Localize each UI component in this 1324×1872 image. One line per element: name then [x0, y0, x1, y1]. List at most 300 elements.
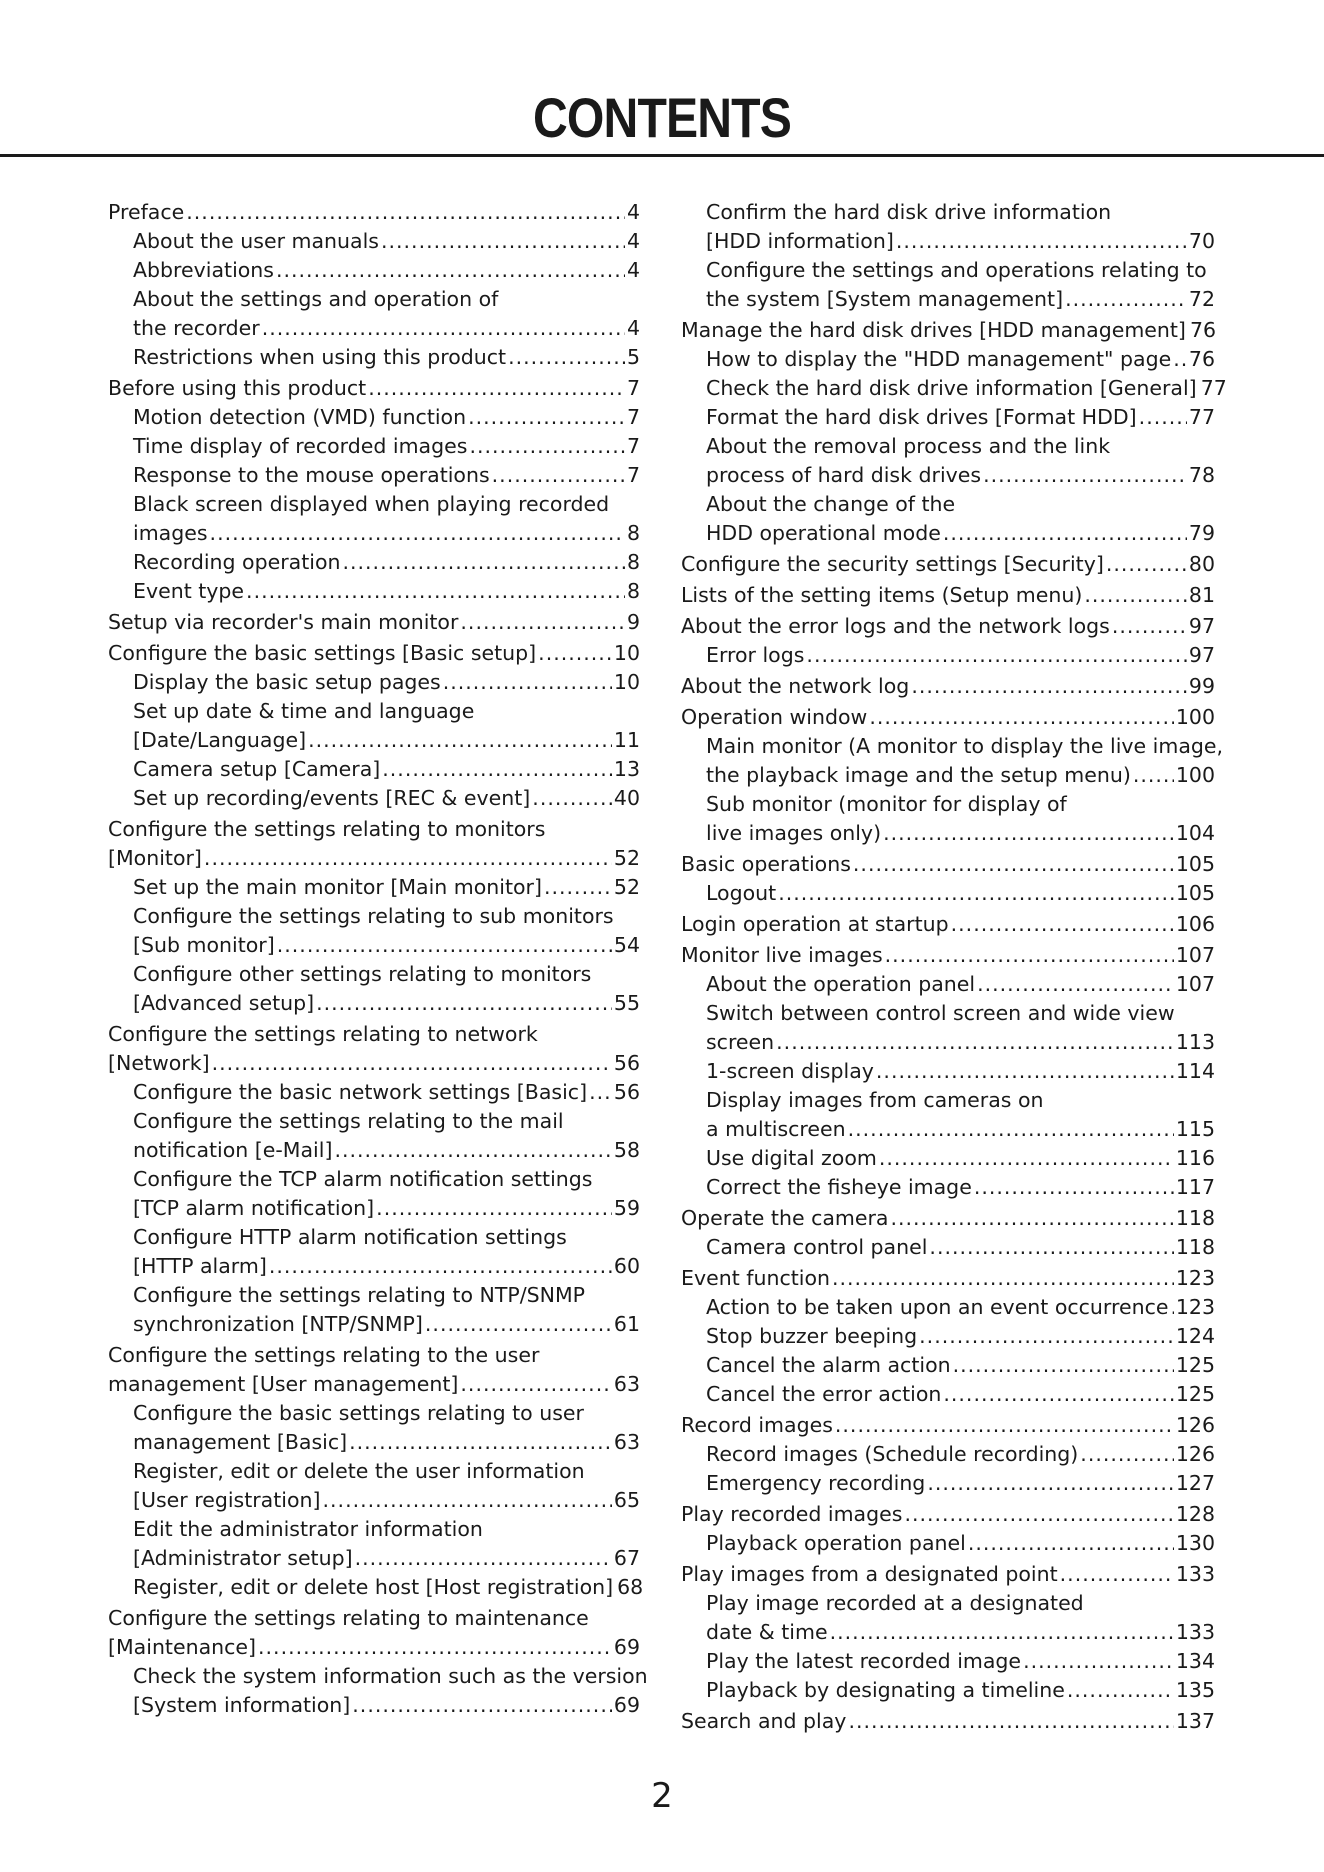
toc-entry[interactable]	[681, 612, 1215, 641]
toc-subentry[interactable]	[108, 1662, 648, 1720]
toc-subentry[interactable]	[108, 697, 640, 755]
toc-entry-line	[108, 1633, 640, 1662]
toc-page-number: 5	[626, 345, 640, 369]
toc-subentry[interactable]	[681, 1322, 1215, 1351]
toc-entry-line	[108, 1252, 640, 1281]
toc-entry[interactable]	[108, 1020, 640, 1078]
toc-subentry[interactable]	[681, 879, 1215, 908]
toc-subentry[interactable]	[681, 732, 1224, 790]
toc-entry-line	[681, 198, 1215, 227]
toc-page-number: 125	[1175, 1382, 1215, 1406]
toc-entry-line	[108, 608, 640, 637]
toc-entry-line	[108, 931, 640, 960]
toc-subentry[interactable]	[108, 1515, 640, 1573]
toc-entry-text: Check the system information such as the version	[133, 1664, 648, 1688]
toc-entry-line	[681, 910, 1215, 939]
toc-entry-line	[681, 1500, 1215, 1529]
toc-subentry[interactable]	[108, 902, 640, 960]
toc-entry-line	[681, 850, 1215, 879]
toc-entry-line	[681, 1411, 1215, 1440]
toc-entry-text: Main monitor (A monitor to display the live image,	[706, 734, 1224, 758]
toc-page-number: 4	[626, 200, 640, 224]
toc-page-number: 40	[613, 786, 640, 810]
toc-entry-line	[108, 519, 640, 548]
toc-subentry[interactable]	[108, 227, 640, 256]
toc-page-number: 7	[626, 376, 640, 400]
dot-leader	[246, 577, 625, 606]
toc-subentry[interactable]	[681, 374, 1227, 403]
toc-entry-text: Action to be taken upon an event occurrence	[706, 1295, 1169, 1319]
dot-leader	[830, 1618, 1174, 1647]
dot-leader	[355, 1544, 612, 1573]
toc-entry[interactable]	[681, 941, 1215, 970]
toc-entry-text: Configure the settings relating to maintenance	[108, 1606, 589, 1630]
toc-page-number: 118	[1175, 1206, 1215, 1230]
toc-entry-text: synchronization [NTP/SNMP]	[133, 1312, 423, 1336]
dot-leader	[911, 672, 1187, 701]
dot-leader	[382, 755, 612, 784]
toc-entry[interactable]	[108, 198, 640, 227]
dot-leader	[352, 1691, 612, 1720]
dot-leader	[904, 1500, 1173, 1529]
dot-leader	[425, 1310, 612, 1339]
toc-entry[interactable]	[681, 1411, 1215, 1440]
toc-entry-line	[108, 755, 640, 784]
toc-entry-line	[681, 1469, 1215, 1498]
toc-entry-line	[681, 970, 1215, 999]
toc-page-number: 7	[626, 405, 640, 429]
dot-leader	[1065, 285, 1187, 314]
toc-page-number: 130	[1175, 1531, 1215, 1555]
toc-entry[interactable]	[108, 608, 640, 637]
toc-entry-line	[108, 873, 640, 902]
dot-leader	[806, 641, 1186, 670]
toc-page-number: 118	[1175, 1235, 1215, 1259]
toc-page-number: 77	[1188, 405, 1215, 429]
toc-entry-text: Restrictions when using this product	[133, 345, 507, 369]
toc-page-number: 116	[1175, 1146, 1215, 1170]
toc-entry-line	[108, 639, 640, 668]
toc-entry-text: Record images	[681, 1413, 833, 1437]
toc-page-number: 124	[1175, 1324, 1215, 1348]
toc-entry-text: Play images from a designated point	[681, 1562, 1058, 1586]
toc-entry[interactable]	[108, 639, 640, 668]
toc-page-number: 72	[1188, 287, 1215, 311]
dot-leader	[869, 703, 1174, 732]
toc-subentry[interactable]	[108, 256, 640, 285]
toc-entry-text: Stop buzzer beeping	[706, 1324, 918, 1348]
toc-page-number: 134	[1175, 1649, 1215, 1673]
toc-entry-text: About the removal process and the link	[706, 434, 1111, 458]
toc-subentry[interactable]	[681, 1469, 1215, 1498]
toc-subentry[interactable]	[108, 1457, 640, 1515]
toc-entry-line	[681, 403, 1215, 432]
toc-entry[interactable]	[681, 316, 1215, 345]
toc-entry-line	[681, 519, 1215, 548]
toc-entry-text: Error logs	[706, 643, 805, 667]
toc-entry-line	[681, 461, 1215, 490]
toc-page-number: 117	[1175, 1175, 1215, 1199]
toc-subentry[interactable]	[681, 1351, 1215, 1380]
toc-subentry[interactable]	[108, 1078, 640, 1107]
toc-entry-line	[108, 1399, 640, 1428]
toc-subentry[interactable]	[108, 403, 640, 432]
toc-subentry[interactable]	[108, 1573, 644, 1602]
toc-entry-line	[108, 902, 640, 931]
dot-leader	[896, 227, 1187, 256]
dot-leader	[848, 1707, 1173, 1736]
toc-entry-text: Configure the basic settings [Basic setup]	[108, 641, 537, 665]
toc-entry[interactable]	[681, 703, 1215, 732]
dot-leader	[316, 989, 612, 1018]
toc-subentry[interactable]	[108, 755, 640, 784]
toc-entry-text: Display the basic setup pages	[133, 670, 441, 694]
toc-entry-text: About the operation panel	[706, 972, 976, 996]
toc-subentry[interactable]	[681, 1440, 1215, 1469]
toc-entry-line	[681, 227, 1215, 256]
toc-entry-text: Operate the camera	[681, 1206, 889, 1230]
toc-page-number: 56	[613, 1080, 640, 1104]
dot-leader	[1067, 1676, 1174, 1705]
toc-subentry[interactable]	[681, 641, 1215, 670]
toc-entry[interactable]	[681, 910, 1215, 939]
toc-subentry[interactable]	[108, 784, 640, 813]
toc-entry-text: [Network]	[108, 1051, 210, 1075]
toc-page-number: 52	[613, 875, 640, 899]
toc-entry-text: About the network log	[681, 674, 910, 698]
toc-entry-line	[108, 432, 640, 461]
toc-entry-line	[681, 550, 1215, 579]
toc-page-number: 7	[626, 463, 640, 487]
toc-entry-text: Basic operations	[681, 852, 851, 876]
toc-entry-text: screen	[706, 1030, 775, 1054]
dot-leader	[968, 1529, 1174, 1558]
toc-subentry[interactable]	[681, 198, 1215, 256]
toc-entry-text: About the error logs and the network logs	[681, 614, 1110, 638]
toc-entry-line	[681, 732, 1224, 761]
dot-leader	[204, 844, 612, 873]
toc-subentry[interactable]	[681, 256, 1215, 314]
toc-entry-line	[108, 403, 640, 432]
toc-entry-line	[108, 461, 640, 490]
toc-entry-text: [TCP alarm notification]	[133, 1196, 375, 1220]
toc-page-number: 107	[1175, 972, 1215, 996]
dot-leader	[468, 403, 625, 432]
toc-page-number: 4	[626, 316, 640, 340]
dot-leader	[532, 784, 612, 813]
toc-entry-line	[108, 227, 640, 256]
toc-entry-line	[108, 1662, 648, 1691]
toc-subentry[interactable]	[681, 790, 1215, 848]
toc-entry[interactable]	[108, 374, 640, 403]
toc-subentry[interactable]	[108, 1399, 640, 1457]
toc-entry[interactable]	[681, 1500, 1215, 1529]
toc-page-number: 105	[1175, 852, 1215, 876]
toc-page-number: 56	[613, 1051, 640, 1075]
dot-leader	[276, 256, 625, 285]
toc-subentry[interactable]	[681, 432, 1215, 490]
toc-page-number: 78	[1188, 463, 1215, 487]
toc-page-number: 128	[1175, 1502, 1215, 1526]
toc-subentry[interactable]	[681, 490, 1215, 548]
toc-subentry[interactable]	[108, 577, 640, 606]
toc-entry-line	[108, 1370, 640, 1399]
toc-page-number: 52	[613, 846, 640, 870]
toc-subentry[interactable]	[681, 1086, 1215, 1144]
toc-entry-text: [System information]	[133, 1693, 351, 1717]
toc-subentry[interactable]	[681, 970, 1215, 999]
dot-leader	[492, 461, 625, 490]
toc-entry-line	[108, 1691, 640, 1720]
toc-entry-text: Login operation at startup	[681, 912, 949, 936]
dot-leader	[538, 639, 612, 668]
toc-subentry[interactable]	[681, 403, 1215, 432]
toc-entry-line	[681, 345, 1215, 374]
toc-page-number: 67	[613, 1546, 640, 1570]
toc-entry-line	[681, 581, 1215, 610]
toc-entry-line	[681, 761, 1215, 790]
toc-entry-line	[681, 285, 1215, 314]
toc-entry-line	[108, 1604, 640, 1633]
toc-entry[interactable]	[681, 1560, 1215, 1589]
toc-subentry[interactable]	[108, 432, 640, 461]
toc-entry-text: Set up the main monitor [Main monitor]	[133, 875, 542, 899]
toc-page-number: 69	[613, 1693, 640, 1717]
toc-entry-text: Correct the fisheye image	[706, 1175, 972, 1199]
toc-page-number: 106	[1175, 912, 1215, 936]
toc-entry-line	[681, 612, 1215, 641]
toc-entry-line	[681, 672, 1215, 701]
toc-entry-line	[681, 1233, 1215, 1262]
toc-page-number: 76	[1189, 318, 1217, 342]
toc-entry-line	[108, 726, 640, 755]
toc-entry-text: Configure the basic settings relating to user	[133, 1401, 584, 1425]
toc-subentry[interactable]	[681, 999, 1215, 1057]
page-number: 2	[651, 1776, 673, 1816]
toc-page-number: 13	[613, 757, 640, 781]
toc-entry-text: Configure the basic network settings [Basic]	[133, 1080, 588, 1104]
toc-entry-line	[108, 1573, 644, 1602]
toc-entry-text: Emergency recording	[706, 1471, 926, 1495]
dot-leader	[323, 1486, 612, 1515]
dot-leader	[342, 548, 624, 577]
dot-leader	[368, 374, 625, 403]
toc-entry-text: management [Basic]	[133, 1430, 348, 1454]
dot-leader	[848, 1115, 1174, 1144]
toc-entry-text: [Date/Language]	[133, 728, 307, 752]
toc-page-number: 100	[1175, 705, 1215, 729]
toc-page-number: 59	[613, 1196, 640, 1220]
dot-leader	[1060, 1560, 1174, 1589]
toc-page-number: 125	[1175, 1353, 1215, 1377]
toc-subentry[interactable]	[681, 1589, 1215, 1647]
dot-leader	[943, 1380, 1173, 1409]
toc-entry[interactable]	[108, 1341, 640, 1399]
toc-entry-line	[108, 285, 640, 314]
toc-entry-line	[681, 941, 1215, 970]
toc-page-number: 76	[1188, 347, 1215, 371]
toc-entry-line	[681, 1264, 1215, 1293]
dot-leader	[1080, 1440, 1174, 1469]
toc-page-number: 11	[613, 728, 640, 752]
toc-page-number: 9	[626, 610, 640, 634]
toc-subentry[interactable]	[681, 1529, 1215, 1558]
toc-entry[interactable]	[108, 1604, 640, 1662]
toc-page-number: 55	[613, 991, 640, 1015]
toc-entry-line	[681, 432, 1215, 461]
toc-page-number: 137	[1175, 1709, 1215, 1733]
toc-subentry[interactable]	[108, 960, 640, 1018]
toc-subentry[interactable]	[108, 461, 640, 490]
toc-entry-line	[681, 374, 1227, 403]
toc-subentry[interactable]	[681, 345, 1215, 374]
toc-entry-line	[108, 490, 640, 519]
toc-subentry[interactable]	[681, 1647, 1215, 1676]
toc-entry-line	[681, 1086, 1215, 1115]
toc-entry-text: Playback by designating a timeline	[706, 1678, 1065, 1702]
toc-entry-text: Switch between control screen and wide view	[706, 1001, 1175, 1025]
dot-leader	[890, 1204, 1173, 1233]
toc-page-number: 115	[1175, 1117, 1215, 1141]
toc-subentry[interactable]	[108, 548, 640, 577]
toc-entry-line	[681, 879, 1215, 908]
toc-entry-text: [HTTP alarm]	[133, 1254, 267, 1278]
toc-subentry[interactable]	[108, 1281, 640, 1339]
toc-subentry[interactable]	[681, 1293, 1215, 1322]
toc-subentry[interactable]	[108, 285, 640, 343]
toc-entry-text: Response to the mouse operations	[133, 463, 490, 487]
toc-entry-text: About the user manuals	[133, 229, 379, 253]
toc-subentry[interactable]	[108, 1223, 640, 1281]
toc-entry-line	[108, 198, 640, 227]
toc-page-number: 81	[1188, 583, 1215, 607]
dot-leader	[977, 970, 1174, 999]
toc-entry[interactable]	[681, 672, 1215, 701]
toc-subentry[interactable]	[108, 343, 640, 372]
dot-leader	[927, 1469, 1174, 1498]
toc-subentry[interactable]	[681, 1676, 1215, 1705]
toc-entry-line	[108, 989, 640, 1018]
toc-entry-line	[681, 1529, 1215, 1558]
toc-entry-line	[681, 1144, 1215, 1173]
toc-page-number: 61	[613, 1312, 640, 1336]
dot-leader	[776, 1028, 1174, 1057]
toc-entry-text: Play recorded images	[681, 1502, 903, 1526]
toc-page-number: 107	[1175, 943, 1215, 967]
toc-page-number: 10	[613, 641, 640, 665]
toc-entry-text: Setup via recorder's main monitor	[108, 610, 459, 634]
dot-leader	[186, 198, 625, 227]
toc-entry-line	[681, 1351, 1215, 1380]
toc-subentry[interactable]	[108, 668, 640, 697]
toc-entry-text: Configure the security settings [Security]	[681, 552, 1104, 576]
toc-entry[interactable]	[681, 550, 1215, 579]
toc-subentry[interactable]	[108, 490, 640, 548]
toc-entry-text: Time display of recorded images	[133, 434, 468, 458]
toc-entry-line	[108, 374, 640, 403]
dot-leader	[334, 1136, 611, 1165]
toc-entry-line	[108, 256, 640, 285]
toc-subentry[interactable]	[108, 1165, 640, 1223]
toc-entry-text: images	[133, 521, 208, 545]
dot-leader	[212, 1049, 612, 1078]
toc-subentry[interactable]	[681, 1233, 1215, 1262]
toc-page-number: 63	[613, 1372, 640, 1396]
toc-subentry[interactable]	[108, 1107, 640, 1165]
toc-entry-text: management [User management]	[108, 1372, 459, 1396]
toc-entry-text: Manage the hard disk drives [HDD management]	[681, 318, 1186, 342]
dot-leader	[1106, 550, 1187, 579]
toc-page-number: 10	[613, 670, 640, 694]
dot-leader	[1112, 612, 1187, 641]
toc-entry[interactable]	[681, 850, 1215, 879]
toc-page-number: 104	[1175, 821, 1215, 845]
toc-entry-text: Configure the settings relating to the user	[108, 1343, 540, 1367]
toc-entry[interactable]	[681, 581, 1215, 610]
toc-entry[interactable]	[681, 1707, 1215, 1736]
toc-entry-line	[108, 1544, 640, 1573]
toc-entry-line	[108, 1341, 640, 1370]
toc-entry-line	[681, 790, 1215, 819]
toc-entry-text: [User registration]	[133, 1488, 321, 1512]
dot-leader	[308, 726, 612, 755]
toc-entry[interactable]	[108, 815, 640, 873]
toc-entry-text: Configure the settings relating to NTP/SNMP	[133, 1283, 586, 1307]
toc-entry-text: Playback operation panel	[706, 1531, 966, 1555]
toc-entry-line	[108, 844, 640, 873]
toc-entry-text: 1-screen display	[706, 1059, 874, 1083]
toc-subentry[interactable]	[681, 1380, 1215, 1409]
toc-entry-text: Before using this product	[108, 376, 367, 400]
toc-entry-line	[108, 577, 640, 606]
toc-page-number: 68	[617, 1575, 644, 1599]
toc-page-number: 126	[1175, 1442, 1215, 1466]
toc-entry-text: [Maintenance]	[108, 1635, 257, 1659]
toc-entry[interactable]	[681, 1264, 1215, 1293]
toc-entry-line	[681, 1173, 1215, 1202]
toc-entry-line	[681, 819, 1215, 848]
dot-leader	[953, 1351, 1174, 1380]
dot-leader	[460, 608, 625, 637]
toc-entry-text: Abbreviations	[133, 258, 274, 282]
toc-entry-text: [Advanced setup]	[133, 991, 315, 1015]
dot-leader	[951, 910, 1174, 939]
toc-entry[interactable]	[681, 1204, 1215, 1233]
toc-entry-line	[681, 999, 1215, 1028]
toc-entry-line	[681, 1560, 1215, 1589]
dot-leader	[1133, 761, 1174, 790]
toc-subentry[interactable]	[681, 1173, 1215, 1202]
toc-page-number: 123	[1175, 1266, 1215, 1290]
toc-entry-line	[108, 1457, 640, 1486]
toc-entry-line	[681, 1618, 1215, 1647]
toc-page-number: 114	[1175, 1059, 1215, 1083]
dot-leader	[835, 1411, 1174, 1440]
toc-subentry[interactable]	[108, 873, 640, 902]
toc-page-number: 127	[1175, 1471, 1215, 1495]
toc-column-right	[681, 198, 1227, 1736]
toc-subentry[interactable]	[681, 1144, 1215, 1173]
toc-entry-text: Use digital zoom	[706, 1146, 877, 1170]
toc-entry-text: [Administrator setup]	[133, 1546, 353, 1570]
toc-entry-line	[681, 1380, 1215, 1409]
dot-leader	[376, 1194, 612, 1223]
toc-subentry[interactable]	[681, 1057, 1215, 1086]
toc-entry-text: Configure the settings relating to monitors	[108, 817, 546, 841]
dot-leader	[1023, 1647, 1174, 1676]
toc-page-number: 97	[1188, 643, 1215, 667]
toc-entry-text: [HDD information]	[706, 229, 894, 253]
